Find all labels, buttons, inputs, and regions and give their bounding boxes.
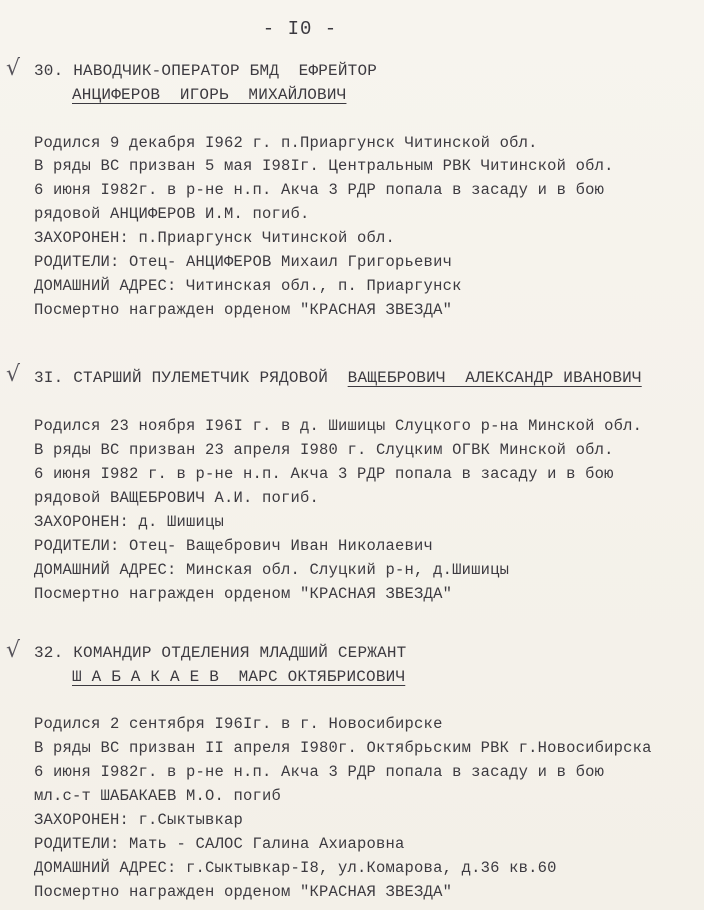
entry-line: мл.с-т ШАБАКАЕВ М.О. погиб [34,787,282,805]
entry-30-name: АНЦИФЕРОВ ИГОРЬ МИХАЙЛОВИЧ [72,86,347,104]
entry-line: В ряды ВС призван 23 апреля I980 г. Слуцким ОГВК Минской обл. [34,441,614,459]
entry-line: Посмертно награжден орденом "КРАСНАЯ ЗВЕЗДА" [34,301,453,319]
entry-line: рядовой АНЦИФЕРОВ И.М. погиб. [34,205,310,223]
entry-line: Родился 2 сентября I96Iг. в г. Новосибирске [34,715,443,733]
entry-line: ЗАХОРОНЕН: д. Шишицы [34,513,225,531]
entry-32-heading [34,644,406,662]
entry-number: 32. [34,644,64,662]
entry-line: РОДИТЕЛИ: Мать - САЛОС Галина Ахиаровна [34,835,405,853]
entry-30-heading [34,62,377,80]
check-mark-icon: √ [6,56,21,81]
entry-32-name: Ш А Б А К А Е В МАРС ОКТЯБРИСОВИЧ [72,668,406,686]
entry-title: НАВОДЧИК-ОПЕРАТОР БМД ЕФРЕЙТОР [73,62,378,80]
entry-31-name: ВАЩЕБРОВИЧ АЛЕКСАНДР ИВАНОВИЧ [347,369,642,387]
entry-line: 6 июня I982 г. в р-не н.п. Акча 3 РДР попала в засаду и в бою [34,465,614,483]
entry-line: В ряды ВС призван II апреля I980г. Октябрьским РВК г.Новосибирска [34,739,652,757]
entry-line: Посмертно награжден орденом "КРАСНАЯ ЗВЕЗДА" [34,585,453,603]
entry-line: ДОМАШНИЙ АДРЕС: Минская обл. Слуцкий р-н, д.Шишицы [34,561,510,579]
entry-line: ЗАХОРОНЕН: п.Приаргунск Читинской обл. [34,229,396,247]
entry-number: 30. [34,62,64,80]
entry-line: 6 июня I982г. в р-не н.п. Акча 3 РДР попала в засаду и в бою [34,763,605,781]
entry-line: Посмертно награжден орденом "КРАСНАЯ ЗВЕЗДА" [34,883,453,901]
entry-31-heading [34,369,642,387]
entry-line: ЗАХОРОНЕН: г.Сыктывкар [34,811,244,829]
entry-line: рядовой ВАЩЕБРОВИЧ А.И. погиб. [34,489,320,507]
entry-line: РОДИТЕЛИ: Отец- АНЦИФЕРОВ Михаил Григорьевич [34,253,453,271]
entry-number: 3I. [34,369,64,387]
entry-line: 6 июня I982г. в р-не н.п. Акча 3 РДР попала в засаду и в бою [34,181,605,199]
entry-line: ДОМАШНИЙ АДРЕС: Читинская обл., п. Приаргунск [34,277,462,295]
entry-line: Родился 9 декабря I962 г. п.Приаргунск Читинской обл. [34,134,538,152]
page-number: - I0 - [262,18,338,40]
entry-line: РОДИТЕЛИ: Отец- Ващебрович Иван Николаевич [34,537,434,555]
entry-line: ДОМАШНИЙ АДРЕС: г.Сыктывкар-I8, ул.Комарова, д.36 кв.60 [34,859,557,877]
entry-line: Родился 23 ноября I96I г. в д. Шишицы Слуцкого р-на Минской обл. [34,417,643,435]
check-mark-icon: √ [6,362,21,387]
check-mark-icon: √ [6,638,21,663]
entry-title: КОМАНДИР ОТДЕЛЕНИЯ МЛАДШИЙ СЕРЖАНТ [73,644,407,662]
entry-line: В ряды ВС призван 5 мая I98Iг. Центральным РВК Читинской обл. [34,157,614,175]
entry-title: СТАРШИЙ ПУЛЕМЕТЧИК РЯДОВОЙ [73,369,329,387]
